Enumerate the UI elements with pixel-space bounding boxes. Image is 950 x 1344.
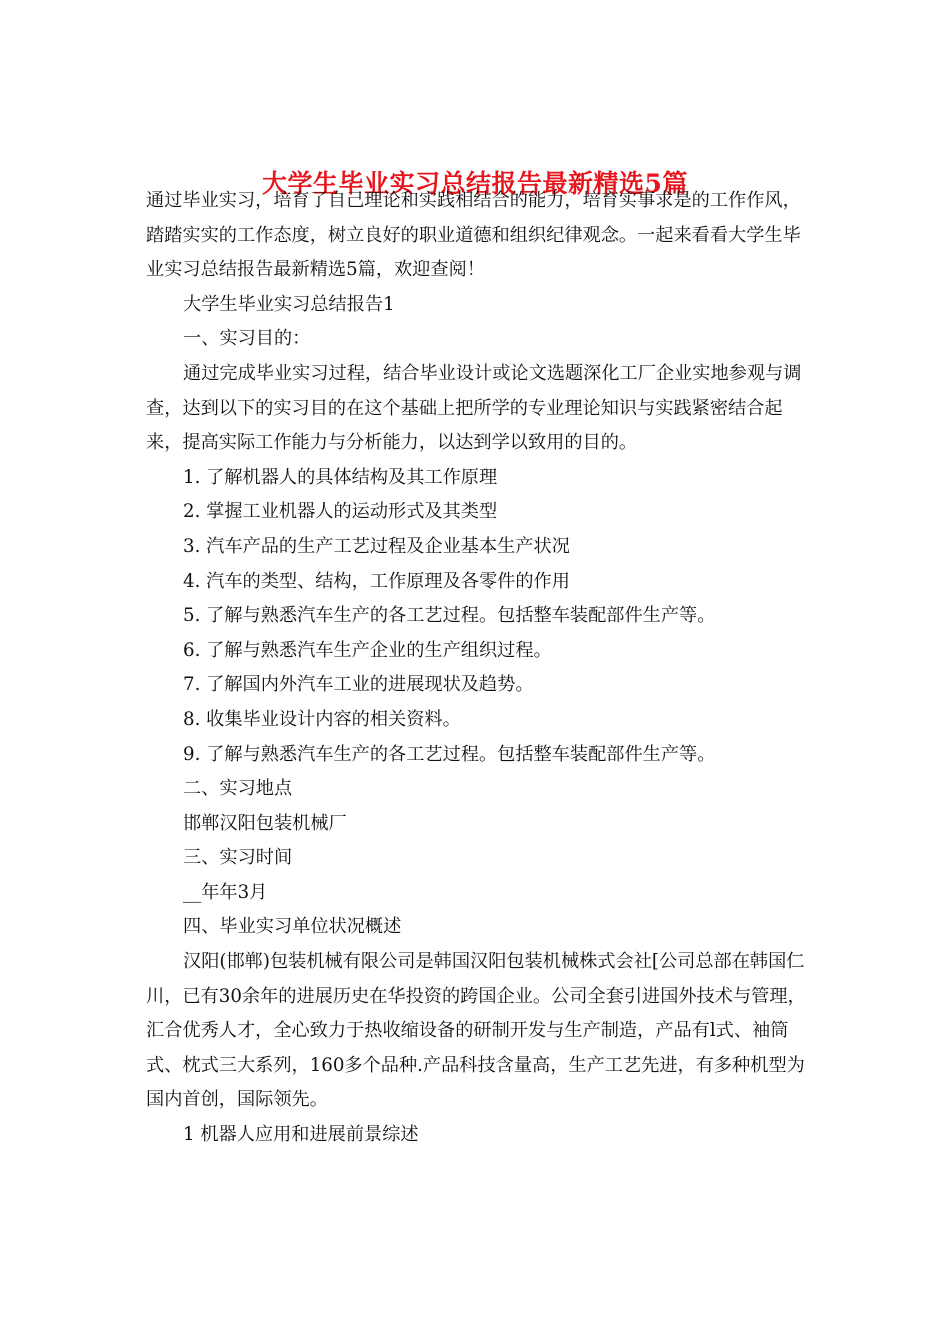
list-item: 5. 了解与熟悉汽车生产的各工艺过程。包括整车装配部件生产等。 [183, 605, 716, 627]
section-heading: 一、实习目的： [183, 328, 311, 350]
section-heading: 二、实习地点 [183, 778, 293, 800]
list-item: 3. 汽车产品的生产工艺过程及企业基本生产状况 [183, 535, 570, 557]
subsection-heading: 1 机器人应用和进展前景综述 [183, 1124, 419, 1146]
list-item: 4. 汽车的类型、结构，工作原理及各零件的作用 [183, 570, 570, 592]
intro-paragraph: 通过毕业实习，培育了自己理论和实践相结合的能力，培育实事求是的工作作风，踏踏实实的工作态度，树立良好的职业道德和组织纪律观念。一起来看看大学生毕业实习总结报告最新精选5篇，欢迎查阅！ [146, 190, 801, 281]
list-item: 9. 了解与熟悉汽车生产的各工艺过程。包括整车装配部件生产等。 [183, 743, 716, 765]
report-heading: 大学生毕业实习总结报告1 [183, 293, 395, 315]
list-item: 6. 了解与熟悉汽车生产企业的生产组织过程。 [183, 639, 552, 661]
list-item: 8. 收集毕业设计内容的相关资料。 [183, 708, 461, 730]
section-paragraph: 邯郸汉阳包装机械厂 [183, 812, 347, 834]
list-item: 1. 了解机器人的具体结构及其工作原理 [183, 466, 498, 488]
section-heading: 四、毕业实习单位状况概述 [183, 916, 402, 938]
section-paragraph: 汉阳(邯郸)包装机械有限公司是韩国汉阳包装机械株式会社[公司总部在韩国仁川，已有30余年的进展历史在华投资的跨国企业。公司全套引进国外技术与管理，汇合优秀人才，全心致力于热收缩设备的研制开发与生产制造，产品有l式、袖筒式、枕式三大系列，160多个品种.产品科技含量高，生产工艺先进，有多种机型为国内首创，国际领先。 [146, 951, 806, 1111]
list-item: 7. 了解国内外汽车工业的进展现状及趋势。 [183, 674, 534, 696]
section-paragraph: 通过完成毕业实习过程，结合毕业设计或论文选题深化工厂企业实地参观与调查，达到以下的实习目的在这个基础上把所学的专业理论知识与实践紧密结合起来，提高实际工作能力与分析能力，以达到学以致用的目的。 [146, 362, 802, 454]
section-heading: 三、实习时间 [183, 847, 293, 869]
document-body [146, 184, 806, 1153]
document-title: 大学生毕业实习总结报告最新精选5篇 [262, 168, 688, 198]
section-paragraph: __年年3月 [183, 881, 268, 903]
list-item: 2. 掌握工业机器人的运动形式及其类型 [183, 501, 498, 523]
